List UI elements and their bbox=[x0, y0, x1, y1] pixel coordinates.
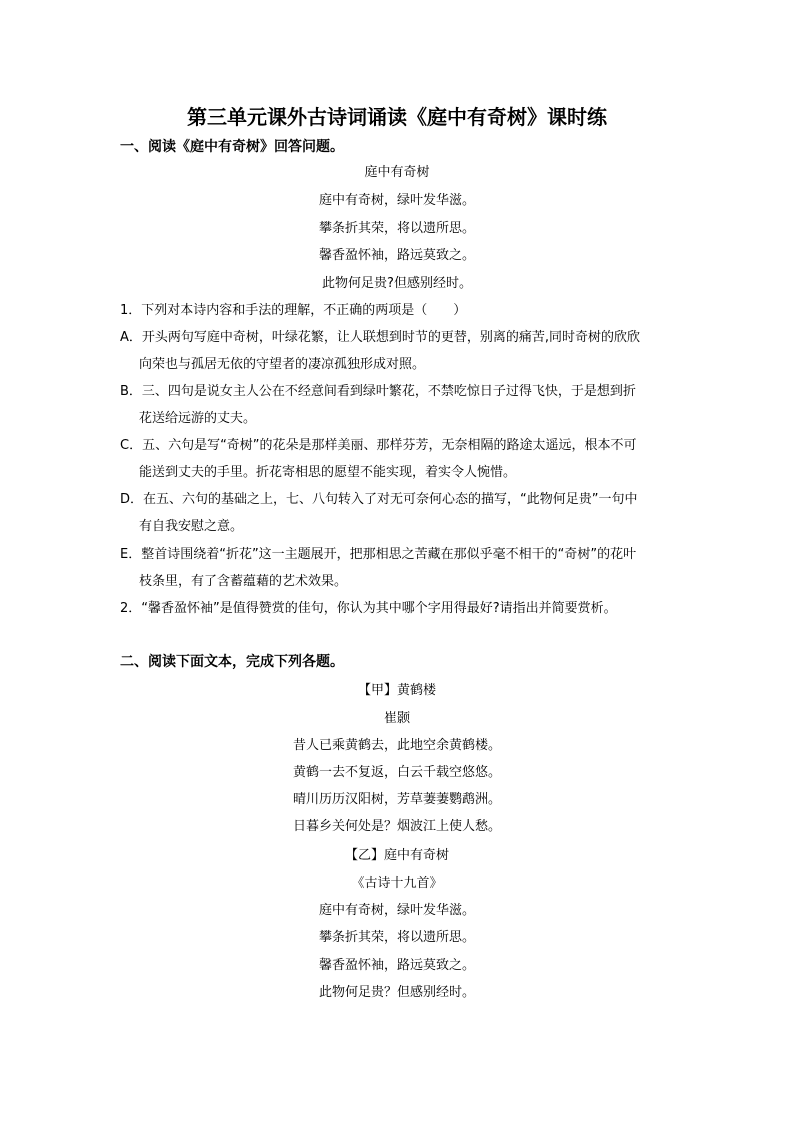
option-e-line-1: E．整首诗围绕着“折花”这一主题展开，把那相思之苦藏在那似乎毫不相干的“奇树”的花叶 bbox=[120, 547, 637, 562]
option-d-line-2: 有自我安慰之意。 bbox=[139, 519, 244, 534]
poem-title: 庭中有奇树 bbox=[364, 165, 430, 180]
poem-b-title: 【乙】庭中有奇树 bbox=[344, 848, 449, 863]
section-heading-2: 二、阅读下面文本，完成下列各题。 bbox=[120, 654, 344, 670]
page-title: 第三单元课外古诗词诵读《庭中有奇树》课时练 bbox=[187, 105, 607, 129]
poem-b-line: 馨香盈怀袖，路远莫致之。 bbox=[318, 958, 475, 973]
option-e-line-2: 枝条里，有了含蓄蕴藉的艺术效果。 bbox=[139, 574, 348, 589]
section-heading-1: 一、阅读《庭中有奇树》回答问题。 bbox=[120, 139, 344, 155]
option-c-line-1: C．五、六句是写“奇树”的花朵是那样美丽、那样芬芳，无奈相隔的路途太遥远，根本不可 bbox=[120, 438, 637, 453]
option-d-line-1: D．在五、六句的基础之上，七、八句转入了对无可奈何心态的描写，“此物何足贵”一句中 bbox=[120, 492, 638, 507]
option-b-line-2: 花送给远游的丈夫。 bbox=[139, 411, 257, 426]
poem-a-title: 【甲】黄鹤楼 bbox=[357, 683, 436, 698]
poem-line: 攀条折其荣，将以遗所思。 bbox=[318, 221, 475, 236]
poem-a-line: 黄鹤一去不复返，白云千载空悠悠。 bbox=[292, 765, 501, 780]
option-a-line-2: 向荣也与孤居无依的守望者的凄凉孤独形成对照。 bbox=[139, 357, 426, 372]
question-2: 2．“馨香盈怀袖”是值得赞赏的佳句，你认为其中哪个字用得最好?请指出并简要赏析。 bbox=[120, 601, 617, 616]
poem-line: 庭中有奇树，绿叶发华滋。 bbox=[318, 193, 475, 208]
poem-a-line: 日暮乡关何处是？烟波江上使人愁。 bbox=[292, 819, 501, 834]
poem-b-source: 《古诗十九首》 bbox=[351, 876, 443, 891]
poem-b-line: 庭中有奇树，绿叶发华滋。 bbox=[318, 903, 475, 918]
option-c-line-2: 能送到丈夫的手里。折花寄相思的愿望不能实现，着实令人惋惜。 bbox=[139, 465, 517, 480]
poem-line: 馨香盈怀袖，路远莫致之。 bbox=[318, 248, 475, 263]
poem-line: 此物何足贵?但感别经时。 bbox=[322, 276, 472, 291]
poem-b-line: 此物何足贵？但感别经时。 bbox=[318, 985, 475, 1000]
question-1: 1．下列对本诗内容和手法的理解，不正确的两项是（ ） bbox=[120, 303, 467, 318]
poem-b-line: 攀条折其荣，将以遗所思。 bbox=[318, 930, 475, 945]
option-b-line-1: B．三、四句是说女主人公在不经意间看到绿叶繁花，不禁吃惊日子过得飞快，于是想到折 bbox=[120, 384, 636, 399]
poem-a-line: 晴川历历汉阳树，芳草萋萋鹦鹉洲。 bbox=[292, 792, 501, 807]
poem-a-author: 崔颢 bbox=[383, 711, 410, 726]
option-a-line-1: A．开头两句写庭中奇树，叶绿花繁，让人联想到时节的更替，别离的痛苦,同时奇树的欣欣 bbox=[120, 330, 641, 345]
poem-a-line: 昔人已乘黄鹤去，此地空余黄鹤楼。 bbox=[292, 738, 501, 753]
